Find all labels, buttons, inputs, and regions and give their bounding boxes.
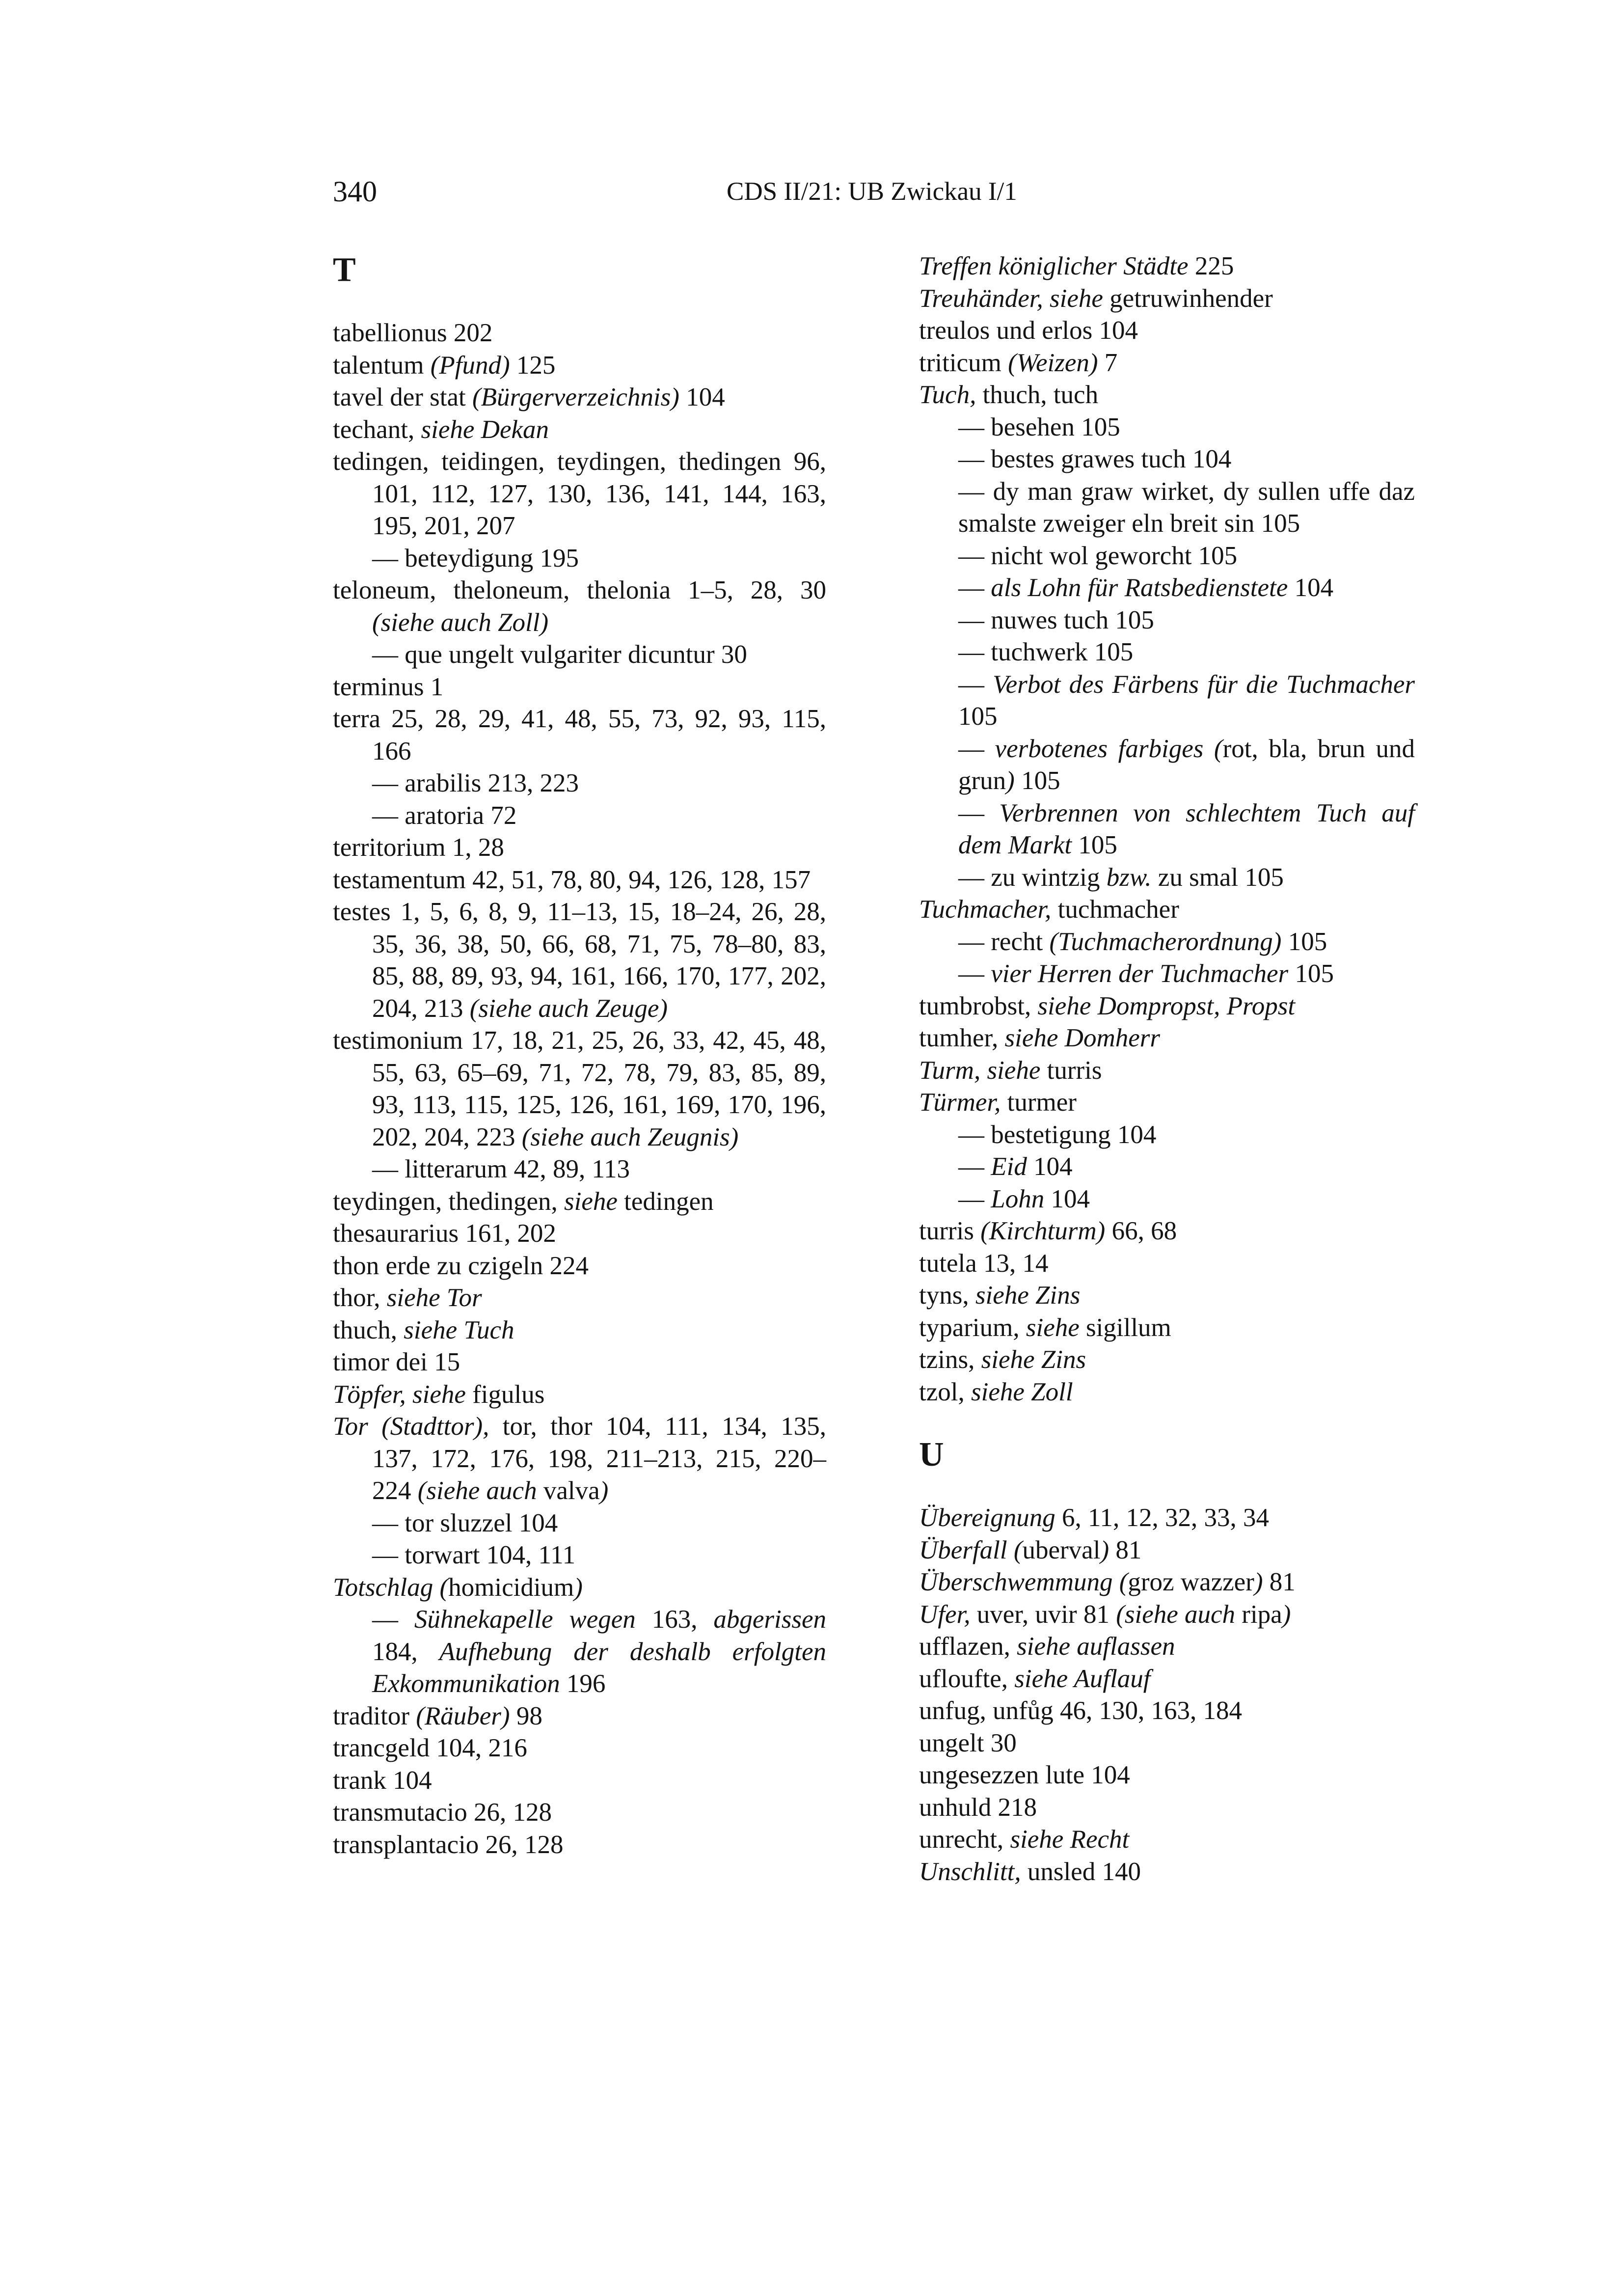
index-entry: unhuld 218 bbox=[919, 1793, 1037, 1822]
index-entry: testimonium 17, 18, 21, 25, 26, 33, 42, 45, 48, 55, 63, 65–69, 71, 72, 78, 79, 83, 85, 89, 93, 113, 115, 125, 126, 161, 169, 170, 196, 202, 204, 223 (siehe auch Zeugnis) bbox=[333, 1026, 826, 1151]
index-entry: Tor (Stadttor), tor, thor 104, 111, 134, 135, 137, 172, 176, 198, 211–213, 215, 220–224 (siehe auch valva) bbox=[333, 1412, 826, 1505]
index-entry: — recht (Tuchmacherordnung) 105 bbox=[958, 927, 1327, 956]
index-entry: tumher, siehe Domherr bbox=[919, 1024, 1160, 1052]
index-entry: Totschlag (homicidium) bbox=[333, 1573, 583, 1602]
index-entry: — dy man graw wirket, dy sullen uffe daz smalste zweiger eln breit sin 105 bbox=[958, 477, 1415, 538]
index-entry: transmutacio 26, 128 bbox=[333, 1798, 552, 1827]
index-entry: unrecht, siehe Recht bbox=[919, 1825, 1130, 1854]
section-heading-u: U bbox=[919, 1436, 944, 1474]
index-entry: trancgeld 104, 216 bbox=[333, 1734, 527, 1762]
index-entry: testes 1, 5, 6, 8, 9, 11–13, 15, 18–24, 26, 28, 35, 36, 38, 50, 66, 68, 71, 75, 78–80, 83, 85, 88, 89, 93, 94, 161, 166, 170, 177, 202, 204, 213 (siehe auch Zeuge) bbox=[333, 898, 826, 1023]
index-entry: tutela 13, 14 bbox=[919, 1249, 1049, 1278]
index-entry: terminus 1 bbox=[333, 672, 444, 701]
index-entry: traditor (Räuber) 98 bbox=[333, 1701, 542, 1730]
index-entry: Übereignung 6, 11, 12, 32, 33, 34 bbox=[919, 1503, 1270, 1532]
index-entry: testamentum 42, 51, 78, 80, 94, 126, 128, 157 bbox=[333, 865, 811, 894]
index-entry: — Sühnekapelle wegen 163, abgerissen 184, Aufhebung der deshalb erfolgten Exkommunikation 196 bbox=[372, 1605, 827, 1698]
index-entry: — Verbot des Färbens für die Tuchmacher 105 bbox=[958, 670, 1415, 731]
index-entry: — nuwes tuch 105 bbox=[958, 605, 1154, 634]
index-entry: Turm, siehe turris bbox=[919, 1056, 1102, 1085]
index-entry: — besehen 105 bbox=[958, 412, 1120, 441]
index-entry: thesaurarius 161, 202 bbox=[333, 1219, 556, 1248]
index-entry: thor, siehe Tor bbox=[333, 1284, 482, 1312]
index-entry: Ufer, uver, uvir 81 (siehe auch ripa) bbox=[919, 1600, 1291, 1629]
index-entry: talentum (Pfund) 125 bbox=[333, 351, 556, 380]
index-entry: tzol, siehe Zoll bbox=[919, 1377, 1073, 1406]
index-entry: ungesezzen lute 104 bbox=[919, 1761, 1130, 1789]
index-entry: Treffen königlicher Städte 225 bbox=[919, 252, 1234, 280]
entries-list-t-continued bbox=[919, 250, 1415, 1408]
index-entry: — Eid 104 bbox=[958, 1152, 1073, 1181]
index-entry: transplantacio 26, 128 bbox=[333, 1830, 564, 1859]
index-entry: teloneum, theloneum, thelonia 1–5, 28, 30 (siehe auch Zoll) bbox=[333, 576, 826, 637]
index-entry: triticum (Weizen) 7 bbox=[919, 348, 1118, 377]
index-entry: trank 104 bbox=[333, 1766, 432, 1795]
index-entry: — zu wintzig bzw. zu smal 105 bbox=[958, 863, 1284, 892]
index-entry: — als Lohn für Ratsbedienstete 104 bbox=[958, 574, 1334, 602]
index-entry: — nicht wol geworcht 105 bbox=[958, 541, 1238, 570]
index-entry: — beteydigung 195 bbox=[372, 544, 579, 573]
index-entry: tedingen, teidingen, teydingen, thedingen 96, 101, 112, 127, 130, 136, 141, 144, 163, 195, 201, 207 bbox=[333, 447, 826, 540]
entries-list-u bbox=[919, 1502, 1415, 1888]
section-heading-t: T bbox=[333, 251, 356, 289]
index-entry: terra 25, 28, 29, 41, 48, 55, 73, 92, 93, 115, 166 bbox=[333, 705, 826, 765]
index-entry: Unschlitt, unsled 140 bbox=[919, 1857, 1141, 1886]
section-gap bbox=[919, 1408, 1415, 1435]
index-entry: typarium, siehe sigillum bbox=[919, 1313, 1171, 1342]
index-entry: tyns, siehe Zins bbox=[919, 1281, 1081, 1310]
index-entry: turris (Kirchturm) 66, 68 bbox=[919, 1217, 1177, 1245]
index-entry: territorium 1, 28 bbox=[333, 833, 504, 862]
index-entry: — Lohn 104 bbox=[958, 1184, 1090, 1213]
index-entry: thon erde zu czigeln 224 bbox=[333, 1251, 589, 1280]
index-entry: timor dei 15 bbox=[333, 1348, 460, 1376]
index-entry: tumbrobst, siehe Dompropst, Propst bbox=[919, 991, 1296, 1020]
index-entry: Töpfer, siehe figulus bbox=[333, 1380, 545, 1409]
index-entry: Überfall (uberval) 81 bbox=[919, 1535, 1142, 1564]
page-number: 340 bbox=[333, 175, 377, 208]
index-entry: tabellionus 202 bbox=[333, 319, 493, 347]
index-entry: Treuhänder, siehe getruwinhender bbox=[919, 284, 1273, 313]
index-entry: Türmer, turmer bbox=[919, 1088, 1077, 1117]
index-entry: — tor sluzzel 104 bbox=[372, 1508, 558, 1537]
index-entry: Tuch, thuch, tuch bbox=[919, 381, 1099, 409]
index-entry: ufloufte, siehe Auflauf bbox=[919, 1664, 1151, 1693]
index-entry: ungelt 30 bbox=[919, 1728, 1017, 1757]
index-entry: Überschwemmung (groz wazzer) 81 bbox=[919, 1568, 1296, 1596]
index-entry: — verbotenes farbiges (rot, bla, brun und grun) 105 bbox=[958, 734, 1415, 795]
index-entry: — que ungelt vulgariter dicuntur 30 bbox=[372, 640, 747, 669]
index-entry: — bestetigung 104 bbox=[958, 1120, 1157, 1149]
index-entry: unfug, unfůg 46, 130, 163, 184 bbox=[919, 1696, 1243, 1725]
index-entry: — litterarum 42, 89, 113 bbox=[372, 1155, 630, 1183]
index-entry: — vier Herren der Tuchmacher 105 bbox=[958, 959, 1334, 988]
index-entry: — tuchwerk 105 bbox=[958, 638, 1134, 666]
index-entry: Tuchmacher, tuchmacher bbox=[919, 895, 1179, 924]
index-entry: ufflazen, siehe auflassen bbox=[919, 1632, 1175, 1661]
index-entry: — aratoria 72 bbox=[372, 801, 517, 830]
index-entry: — Verbrennen von schlechtem Tuch auf dem Markt 105 bbox=[958, 798, 1415, 859]
running-title: CDS II/21: UB Zwickau I/1 bbox=[727, 177, 1017, 206]
index-entry: techant, siehe Dekan bbox=[333, 415, 549, 444]
index-entry: — bestes grawes tuch 104 bbox=[958, 445, 1232, 473]
index-entry: tavel der stat (Bürgerverzeichnis) 104 bbox=[333, 383, 725, 411]
index-entry: thuch, siehe Tuch bbox=[333, 1315, 514, 1344]
index-entry: teydingen, thedingen, siehe tedingen bbox=[333, 1187, 714, 1216]
index-entry: — arabilis 213, 223 bbox=[372, 769, 579, 797]
index-entry: tzins, siehe Zins bbox=[919, 1345, 1086, 1374]
entries-list-t bbox=[333, 317, 826, 1861]
index-entry: treulos und erlos 104 bbox=[919, 316, 1138, 345]
left-index-column bbox=[333, 250, 826, 1861]
right-index-column bbox=[919, 250, 1415, 1888]
index-entry: — torwart 104, 111 bbox=[372, 1541, 576, 1569]
